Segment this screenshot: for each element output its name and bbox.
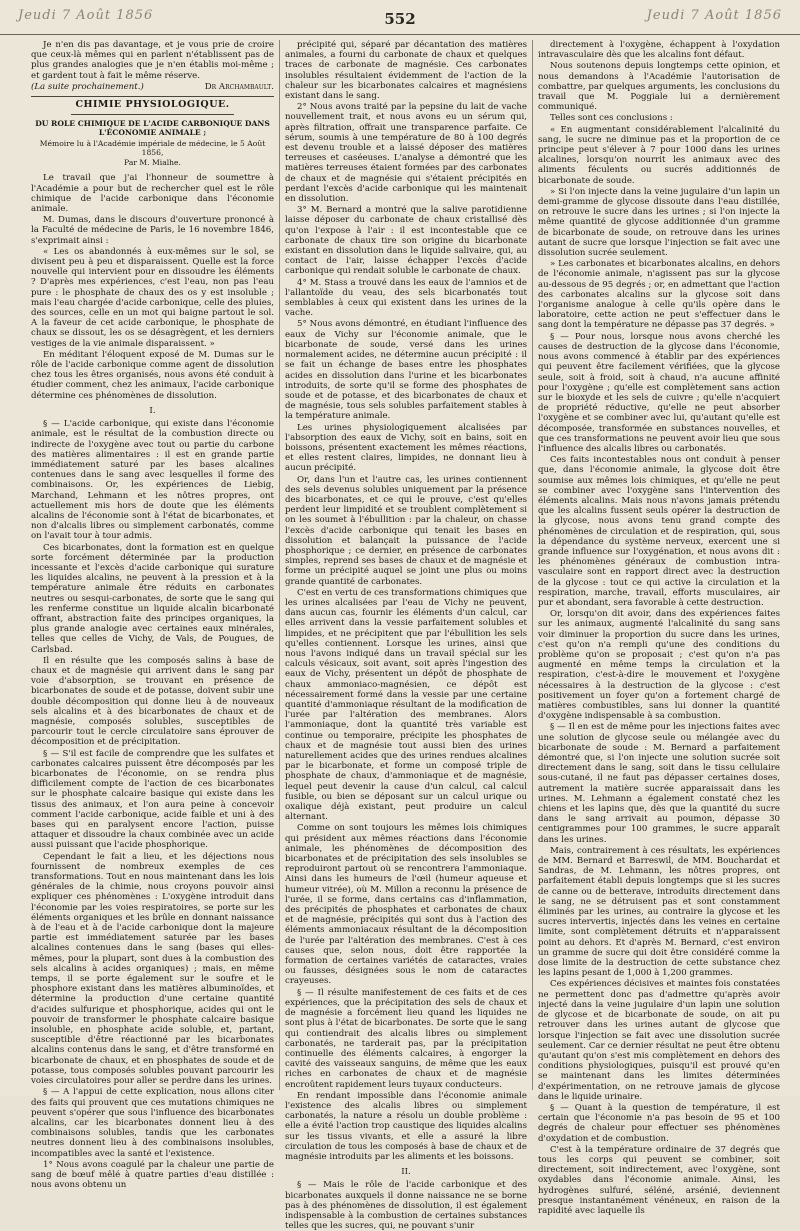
paragraph: C'est en vertu de ces transformations chimiques que les urines alcalisées par l'eau de Vichy ne peuvent, dans aucun cas, fournir les éléments d'un calcul, car elles arrivent dans la vessie parfaitement solubles et limpides, et ne précipitent que par l'ébullition les sels qu'elles contiennent. Lorsque les urines, ainsi que nous l'avons indiqué dans un travail spécial sur les calculs vésicaux, soit avant, soit après l'ingestion des eaux de Vichy, présentent un dépôt de phosphate de chaux ammoniaco-magnésien, ce dépôt est nécessairement formé dans la vessie par une certaine quantité d'ammoniaque résultant de la modification de l'urée par l'altération des membranes. Alors l'ammoniaque, dont la quantité très variable est continue ou temporaire, précipite les phosphates de chaux et de magnésie tout aussi bien des urines naturellement acides que des urines rendues alcalines par le bicarbonate, et forme un composé triple de phosphate de chaux, d'ammoniaque et de magnésie, lequel peut devenir la cause d'un calcul, cal calcul fusible, ou bien se déposant sur un calcul urique ou oxalique déjà existant, peut produire un calcul alternant. (285, 587, 527, 823)
paragraph: § — Mais le rôle de l'acide carbonique et des bicarbonates auxquels il donne naissance ne se borne pas à des phénomènes de dissolution, il est également indispensable à la combustion de certaines substances telles que les sucres, qui, ne pouvant s'unir (285, 1180, 527, 1231)
paragraph: En rendant impossible dans l'économie animale l'existence des alcalis libres ou simplement carbonatés, la nature a résolu un double problème : elle a évité l'action trop caustique des liquides alcalins sur les tissus vivants, et elle a assuré la libre circulation de tous les composés à base de chaux et de magnésie introduits par les aliments et les boissons. (285, 1090, 527, 1162)
paragraph: Les urines physiologiquement alcalisées par l'absorption des eaux de Vichy, soit en bains, soit en boissons, présentent exactement les mêmes réactions, et elles restent claires, limpides, ne donnant lieu à aucun précipité. (285, 422, 527, 474)
paragraph: Or, dans l'un et l'autre cas, les urines contiennent des sels devenus solubles uniquement par la présence des bicarbonates, et ce qui le prouve, c'est qu'elles perdent leur limpidité et se troublent complètement si on les soumet à l'ébullition : par la chaleur, on chasse l'excès d'acide carbonique qui tenait les bases en dissolution et balançait la puissance de l'acide phosphorique ; ce dernier, en présence de carbonates simples, reprend ses bases de chaux et de magnésie et forme un précipité auquel se joint une plus ou moins grande quantité de carbonates. (285, 474, 527, 587)
paragraph: Cependant le fait a lieu, et les déjections nous fournissent de nombreux exemples de ces transformations. Tout en nous maintenant dans les lois générales de la chimie, nous croyons pouvoir ainsi expliquer ces phénomènes : L'oxygène introduit dans l'économie par les voies respiratoires, se porte sur les éléments organiques et les brûle en donnant naissance à de l'eau et à de l'acide carbonique dont la majeure partie est immédiatement saturée par les bases alcalines contenues dans le sang (bases qui elles-mêmes, pour la plupart, sont dues à la combustion des sels alcalins à acides organiques) ; mais, en même temps, il se porte également sur le soufre et le phosphore existant dans les matières albuminoïdes, et détermine la production d'une certaine quantité d'acides sulfurique et phosphorique, acides qui ont le pouvoir de transformer le phosphate calcaire basique insoluble, en phosphate acide soluble, et, partant, susceptible d'être réactionné par les bicarbonates alcalins contenus dans le sang, et d'être transformé en bicarbonate de chaux, et en phosphates de soude et de potasse, tous composés solubles pouvant parcourir les voies circulatoires pour aller se perdre dans les urines. (31, 851, 274, 1087)
continuation-note: (La suite prochainement.) (31, 81, 144, 92)
paragraph: Ces expériences décisives et maintes fois constatées ne permettent donc pas d'admettre qu'après avoir injecté dans la veine jugulaire d'un lapin une solution de glycose et de bicarbonate de soude, on ait pu retrouver dans les urines autant de glycose que lorsque l'injection se fait avec une dissolution sucrée seulement. Car ce dernier résultat ne peut être obtenu qu'autant qu'on s'est mis complètement en dehors des conditions physiologiques, puisqu'il est prouvé qu'en se maintenant dans les limites déterminées d'expérimentation, on ne retrouve jamais de glycose dans le liquide urinaire. (538, 979, 780, 1102)
divider (31, 96, 274, 97)
paragraph: Il en résulte que les composés salins à base de chaux et de magnésie qui arrivent dans le sang par voie d'absorption, se trouvant en présence de bicarbonates de soude et de potasse, doivent subir une double décomposition qui donne lieu à de nouveaux sels alcalins et à des bicarbonates de chaux et de magnésie, composés solubles, susceptibles de parcourir tout le cercle circulatoire sans éprouver de décomposition et de précipitation. (31, 655, 274, 748)
paragraph: Telles sont ces conclusions : (550, 113, 673, 124)
memoire-line: Mémoire lu à l'Académie impériale de médecine, le 5 Août 1856, (39, 139, 266, 158)
signature: Dr Archambault. (204, 81, 274, 92)
part-number: II. (401, 1167, 411, 1178)
paragraph: 4° M. Stass a trouvé dans les eaux de l'amnios et de l'allantoïde du veau, des sels bicarbonatés tout semblables à ceux qui existent dans les urines de la vache. (285, 277, 527, 319)
paragraph: Je n'en dis pas davantage, et je vous prie de croire que ceux-là mêmes qui en parlent n'établissent pas de plus grandes analogies que je n'en établis moi-même ; et gardent tout à fait le même réserve. (31, 40, 274, 81)
divider (71, 114, 234, 115)
header-right-stamp: Jeudi 7 Août 1856 (646, 8, 782, 23)
page-number: 552 (384, 10, 416, 28)
paragraph: directement à l'oxygène, échappent à l'oxydation intravasculaire dès que les alcalins font défaut. (538, 40, 780, 61)
paragraph: « Les os abandonnés à eux-mêmes sur le sol, se divisent peu à peu et disparaissent. Quelle est la force nouvelle qui intervient pour en dissoudre les éléments ? D'après mes expériences, c'est l'eau, non pas l'eau pure : le phosphate de chaux des os y est insoluble ; mais l'eau chargée d'acide carbonique, celle des pluies, des sources, celle en un mot qui baigne partout le sol. A la faveur de cet acide carbonique, le phosphate de chaux se dissout, les os se désagrègent, et les derniers vestiges de la vie animale disparaissent. » (31, 246, 274, 349)
paragraph: 1° Nous avons coagulé par la chaleur une partie de sang de bœuf mêlé à quatre parties d'eau distillée : nous avons obtenu un (31, 1159, 274, 1191)
text-columns (26, 40, 786, 1231)
paragraph: 3° M. Bernard a montré que la salive parotidienne laisse déposer du carbonate de chaux cristallisé dès qu'on l'expose à l'air : il est incontestable que ce carbonate de chaux tire son origine du bicarbonate existant en dissolution dans le liquide salivaire, qui, au contact de l'air, laisse échapper l'excès d'acide carbonique qui rendait soluble le carbonate de chaux. (285, 205, 527, 277)
paragraph: § — Il résulte manifestement de ces faits et de ces expériences, que la précipitation des sels de chaux et de magnésie a forcément lieu quand les liquides ne sont plus à l'état de bicarbonates. De sorte que le sang qui contiendrait des alcalis libres ou simplement carbonatés, ne tarderait pas, par la précipitation continuelle des éléments calcaires, à engorger la cavité des vaisseaux sanguins, de même que les eaux riches en carbonates de chaux et de magnésie encroûtent rapidement leurs tuyaux conducteurs. (285, 987, 527, 1090)
paragraph: § — Il en est de même pour les injections faites avec une solution de glycose seule ou mélangée avec du bicarbonate de soude : M. Bernard a parfaitement démontré que, si l'on injecte une solution sucrée soit directement dans le sang, soit dans le tissu cellulaire sous-cutané, il ne faut pas dépasser certaines doses, autrement la matière sucrée apparaissait dans les urines. M. Lehmann a également constaté chez les chiens et les lapins que, dès que la quantité du sucre dans le sang arrivait au poumon, dépasse 30 centigrammes pour 100 grammes, le sucre apparaît dans les urines. (538, 722, 780, 845)
column-1 (26, 40, 279, 1191)
paragraph: En méditant l'éloquent exposé de M. Dumas sur le rôle de l'acide carbonique comme agent de dissolution chez tous les êtres organisés, nous avons été conduit à étudier comment, chez les animaux, l'acide carbonique détermine ces phénomènes de dissolution. (31, 349, 274, 401)
paragraph: 5° Nous avons démontré, en étudiant l'influence des eaux de Vichy sur l'économie animale, que le bicarbonate de soude, versé dans les urines normalement acides, ne détermine aucun précipité : il se fait un échange de bases entre les phosphates acides en dissolution dans l'urine et les bicarbonates introduits, de sorte qu'il se forme des phosphates de soude et de potasse, et des bicarbonates de chaux et de magnésie, tous sels solubles parfaitement stables à la température animale. (285, 319, 527, 422)
paragraph: § — S'il est facile de comprendre que les sulfates et carbonates calcaires puissent être décomposés par les bicarbonates de l'économie, on se rendra plus difficilement compte de l'action de ces bicarbonates sur le phosphate calcaire basique qui existe dans les tissus des animaux, et l'on aura peine à concevoir comment l'acide carbonique, acide faible et uni à des bases qui en paralysent encore l'action, puisse attaquer et dissoudre la chaux combinée avec un acide aussi puissant que l'acide phosphorique. (31, 748, 274, 851)
paragraph: Ces faits incontestables nous ont conduit à penser que, dans l'économie animale, la glycose doit être soumise aux mêmes lois chimiques, et qu'elle ne peut se combiner avec l'oxygène sans l'intervention des éléments alcalins. Mais nous n'avons jamais prétendu que les alcalins fussent seuls opérer la destruction de la glycose, nous avons tenu grand compte des phénomènes de circulation et de respiration, qui, sous la dépendance du système nerveux, exercent une si grande influence sur l'oxygénation, et nous avons dit : les phénomènes généraux de combustion intra-vasculaire sont en rapport direct avec la destruction de la glycose : tout ce qui active la circulation et la respiration, marche, travail, efforts musculaires, air pur et abondant, sera favorable à cette destruction. (538, 455, 780, 608)
paragraph: Or, lorsqu'on dit avoir, dans des expériences faites sur les animaux, augmenté l'alcalinité du sang sans voir diminuer la proportion du sucre dans les urines, c'est qu'on n'a rempli qu'une des conditions du problème qu'on se proposait ; c'est qu'on n'a pas augmenté en même temps la circulation et la respiration, c'est-à-dire le mouvement et l'oxygène nécessaires à la destruction de la glycose : c'est positivement un foyer qu'on a fortement chargé de matières combustibles, sans lui donner la quantité d'oxygène indispensable à sa combustion. (538, 609, 780, 722)
paragraph: M. Dumas, dans le discours d'ouverture prononcé à la Faculté de médecine de Paris, le 16 novembre 1846, s'exprimait ainsi : (31, 215, 274, 246)
paragraph: Le travail que j'ai l'honneur de soumettre à l'Académie a pour but de rechercher quel est le rôle chimique de l'acide carbonique dans l'économie animale. (31, 173, 274, 215)
continuation-line (31, 82, 274, 92)
header-left-stamp: Jeudi 7 Août 1856 (18, 8, 154, 23)
author-line: Par M. Mialhe. (124, 158, 181, 168)
paragraph: Mais, contrairement à ces résultats, les expériences de MM. Bernard et Barreswil, de MM. Bouchardat et Sandras, de M. Lehmann, les nôtres propres, ont parfaitement établi depuis longtemps que si les sucres de canne ou de betterave, introduits directement dans le sang, ne se détruisent pas et sont constamment éliminés par les urines, au contraire la glycose et les sucres intervertis, injectés dans les veines en certaine limite, sont complètement détruits et n'apparaissent point au dehors. Et d'après M. Bernard, c'est environ un gramme de sucre qui doit être considéré comme la dose limite de la destruction de cette substance chez les lapins pesant de 1,000 à 1,200 grammes. (538, 845, 780, 979)
paragraph: Ces bicarbonates, dont la formation est en quelque sorte forcément déterminée par la production incessante et l'excès d'acide carbonique qui surature les liquides alcalins, ne peuvent à la pression et à la température animale être réduits en carbonates neutres ou sesqui-carbonates, de sorte que le sang qui les renferme constitue un liquide alcalin bicarbonaté offrant, abstraction faite des principes organiques, la plus grande analogie avec certaines eaux minérales, telles que celles de Vichy, de Vals, de Pougues, de Carlsbad. (31, 542, 274, 655)
paragraph: § — L'acide carbonique, qui existe dans l'économie animale, est le résultat de la combustion directe ou indirecte de l'oxygène avec tout ou partie du carbone des matières alimentaires : il est en grande partie immédiatement saturé par les bases alcalines contenues dans le sang avec lesquelles il forme des combinaisons. Or, les expériences de Liebig, Marchand, Lehmann et les nôtres propres, ont actuellement mis hors de doute que les éléments alcalins de l'économie sont à l'état de bicarbonates, et non d'alcalis libres ou simplement carbonatés, comme on l'avait tour à tour admis. (31, 419, 274, 542)
paragraph: 2° Nous avons traité par la pepsine du lait de vache nouvellement trait, et nous avons eu un sérum qui, après filtration, offrait une transparence parfaite. Ce sérum, soumis à une température de 80 à 100 degrés est devenu trouble et a laissé déposer des matières terreuses et caséeuses. L'analyse a démontré que les matières terreuses étaient formées par des carbonates de chaux et de magnésie qui s'étaient précipités en perdant l'excès d'acide carbonique qui les maintenait en dissolution. (285, 102, 527, 205)
paragraph: § — Quant à la question de température, il est certain que l'économie n'a pas besoin de 95 et 100 degrés de chaleur pour effectuer ses phénomènes d'oxydation et de combustion. (538, 1102, 780, 1144)
page-header (0, 0, 800, 35)
article-title: DU ROLE CHIMIQUE DE L'ACIDE CARBONIQUE DANS L'ÉCONOMIE ANIMALE ; (35, 119, 270, 138)
paragraph: » Si l'on injecte dans la veine jugulaire d'un lapin un demi-gramme de glycose dissoute dans l'eau distillée, on retrouve le sucre dans les urines ; si l'on injecte la même quantité de glycose additionnée d'un gramme de bicarbonate de soude, on retrouve dans les urines autant de sucre que lorsque l'injection se fait avec une dissolution sucrée seulement. (538, 186, 780, 259)
section-title: CHIMIE PHYSIOLOGIQUE. (75, 99, 230, 111)
paragraph: Nous soutenons depuis longtemps cette opinion, et nous demandons à l'Académie l'autorisation de combattre, par quelques arguments, les conclusions du travail que M. Poggiale lui a dernièrement communiqué. (538, 61, 780, 113)
paragraph: précipité qui, séparé par décantation des matières animales, a fourni du carbonate de chaux et quelques traces de carbonate de magnésie. Ces carbonates insolubles résultaient évidemment de l'action de la chaleur sur les bicarbonates calcaires et magnésiens existant dans le sang. (285, 40, 527, 102)
paragraph: « En augmentant considérablement l'alcalinité du sang, le sucre ne diminue pas et la proportion de ce principe peut s'élever à 7 pour 1000 dans les urines alcalines, lorsqu'on nourrit les animaux avec des aliments féculents ou sucrés additionnés de bicarbonate de soude. (538, 124, 780, 186)
paragraph: C'est à la température ordinaire de 37 degrés que tous les corps qui peuvent se combiner, soit directement, soit indirectement, avec l'oxygène, sont oxydables dans l'économie animale. Ainsi, les hydrogènes sulfuré, séléné, arsénié, deviennent presque instantanément vénéneux, en raison de la rapidité avec laquelle ils (538, 1144, 780, 1216)
paragraph: » Les carbonates et bicarbonates alcalins, en dehors de l'économie animale, n'agissent pas sur la glycose au-dessous de 95 degrés ; or, en admettant que l'action des carbonates alcalins sur la glycose soit dans l'organisme analogue à celle qu'ils opère dans le laboratoire, cette action ne peut s'effectuer dans le sang dont la température ne dépasse pas 37 degrés. » (538, 259, 780, 331)
paragraph: § — A l'appui de cette explication, nous allons citer des faits qui prouvent que ces mutations chimiques ne peuvent s'opérer que sous l'influence des bicarbonates alcalins, car les bicarbonates donnent lieu à des combinaisons solubles, tandis que les carbonates neutres donnent lieu à des combinaisons insolubles, incompatibles avec la santé et l'existence. (31, 1087, 274, 1159)
part-number: I. (149, 405, 156, 416)
column-3 (532, 40, 785, 1216)
column-2 (279, 40, 532, 1231)
paragraph: § — Pour nous, lorsque nous avons cherché les causes de destruction de la glycose dans l'économie, nous avons commencé à établir par des expériences qui peuvent être facilement vérifiées, que la glycose seule, soit à froid, soit à chaud, n'a aucune affinité pour l'oxygène ; qu'elle est complètement sans action sur le bioxyde et les sels de cuivre ; qu'elle n'acquiert de propriété réductive, qu'elle ne peut absorber l'oxygène et se combiner avec lui, qu'autant qu'elle est décomposée, transformée en substances nouvelles, et que ces transformations ne peuvent avoir lieu que sous l'influence des alcalis libres ou carbonatés. (538, 331, 780, 454)
paragraph: Comme on sont toujours les mêmes lois chimiques qui président aux mêmes réactions dans l'économie animale, les phénomènes de décomposition des bicarbonates et de précipitation des sels insolubles se reproduiront partout où se rencontrera l'ammoniaque. Ainsi dans les humeurs de l'œil (humeur aqueuse et humeur vitrée), où M. Millon a reconnu la présence de l'urée, il se forme, dans certains cas d'inflammation, des précipités de phosphates et carbonates de chaux et de magnésie, précipités qui sont dus à l'action des éléments ammoniacaux résultant de la décomposition de l'urée par l'altération des membranes. C'est à ces causes que, selon nous, doit être rapportée la formation de certaines variétés de cataractes, vraies ou fausses, désignées sous le nom de cataractes crayeuses. (285, 823, 527, 987)
